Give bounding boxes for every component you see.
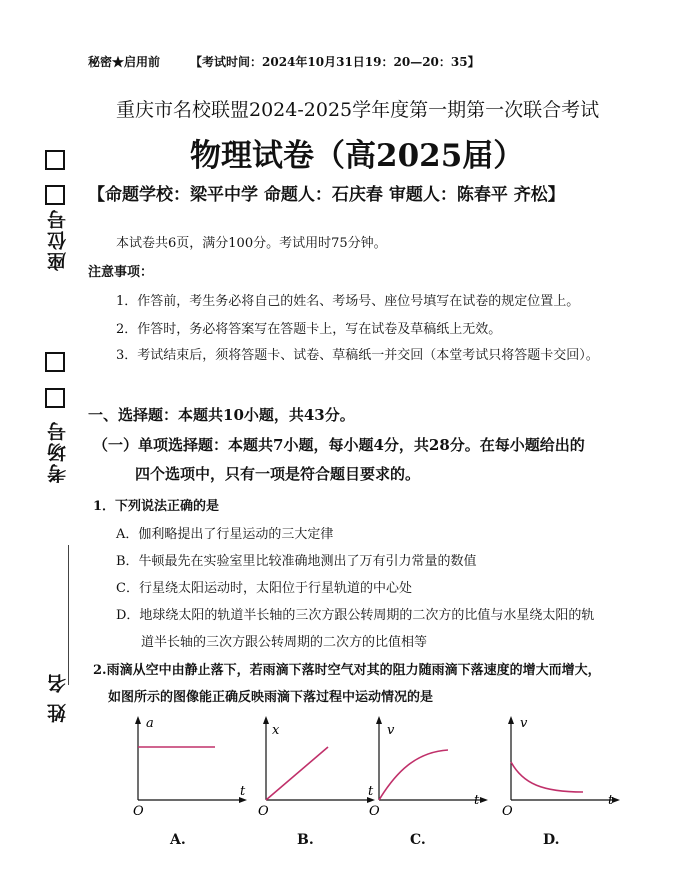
graph-b-ylabel: x	[272, 723, 280, 738]
graph-d-origin: O	[502, 804, 513, 817]
room-checkbox-1[interactable]	[45, 352, 65, 372]
graph-c-curve	[379, 750, 448, 800]
notes-heading: 注意事项：	[88, 265, 154, 280]
name-write-line	[68, 545, 69, 685]
q1-option-a: A．伽利略提出了行星运动的三大定律	[116, 527, 334, 542]
q1-option-d-line1: D．地球绕太阳的轨道半长轴的三次方跟公转周期的二次方的比值与水星绕太阳的轨	[116, 608, 595, 623]
graph-c-ylabel: v	[387, 723, 395, 738]
graph-a	[125, 712, 250, 817]
q1-option-c: C．行星绕太阳运动时，太阳位于行星轨道的中心处	[116, 581, 412, 596]
seat-checkbox-1[interactable]	[45, 150, 65, 170]
exam-intro: 本试卷共6页，满分100分。考试用时75分钟。	[116, 236, 387, 251]
graph-a-ylabel: a	[146, 716, 154, 731]
graph-d-xlabel: t	[608, 793, 614, 808]
graph-b	[253, 712, 378, 817]
note-item-2: 2．作答时，务必将答案写在答题卡上，写在试卷及草稿纸上无效。	[116, 322, 502, 337]
subsection-line2: 四个选项中，只有一项是符合题目要求的。	[135, 465, 421, 483]
seat-number-label: 座位号	[47, 208, 69, 271]
name-label: 姓 名	[47, 672, 69, 723]
exam-title-line1: 重庆市名校联盟2024-2025学年度第一期第一次联合考试	[116, 99, 600, 121]
graph-b-xlabel: t	[368, 784, 374, 799]
graph-d	[498, 712, 623, 817]
note-item-3: 3．考试结束后，须将答题卡、试卷、草稿纸一并交回（本堂考试只将答题卡交回）。	[116, 348, 599, 363]
graph-b-label: B.	[297, 832, 314, 848]
graph-d-label: D.	[543, 832, 560, 848]
exam-time: 【考试时间：2024年10月31日19：20—20：35】	[190, 55, 480, 69]
room-number-label: 考场号	[47, 420, 69, 483]
q1-option-d-line2: 道半长轴的三次方跟公转周期的二次方的比值相等	[141, 635, 428, 650]
seat-checkbox-2[interactable]	[45, 185, 65, 205]
graph-d-curve	[511, 762, 583, 792]
graph-a-label: A.	[170, 832, 186, 848]
q2-stem-line1: 2.雨滴从空中由静止落下，若雨滴下落时空气对其的阻力随雨滴下落速度的增大而增大，	[93, 663, 601, 678]
note-item-1: 1．作答前，考生务必将自己的姓名、考场号、座位号填写在试卷的规定位置上。	[116, 294, 580, 309]
secret-label: 秘密★启用前	[88, 55, 161, 69]
graph-d-ylabel: v	[520, 716, 528, 731]
exam-title: 物理试卷（高2025届）	[190, 138, 525, 174]
graph-b-origin: O	[258, 804, 269, 817]
q2-stem-line2: 如图所示的图像能正确反映雨滴下落过程中运动情况的是	[108, 690, 434, 705]
graph-c-origin: O	[369, 804, 380, 817]
graph-a-origin: O	[133, 804, 144, 817]
subsection-line1: （一）单项选择题：本题共7小题，每小题4分，共28分。在每小题给出的	[93, 436, 585, 454]
q1-option-b: B．牛顿最先在实验室里比较准确地测出了万有引力常量的数值	[116, 554, 477, 569]
q1-stem: 1．下列说法正确的是	[93, 499, 220, 514]
exam-authors: 【命题学校：梁平中学 命题人：石庆春 审题人：陈春平 齐松】	[88, 185, 565, 205]
graph-c	[366, 712, 491, 817]
room-checkbox-2[interactable]	[45, 388, 65, 408]
graph-c-xlabel: t	[474, 793, 480, 808]
graph-c-label: C.	[410, 832, 426, 848]
graph-b-curve	[266, 747, 328, 800]
graph-a-xlabel: t	[240, 784, 246, 799]
section-title: 一、选择题：本题共10小题，共43分。	[88, 406, 355, 424]
